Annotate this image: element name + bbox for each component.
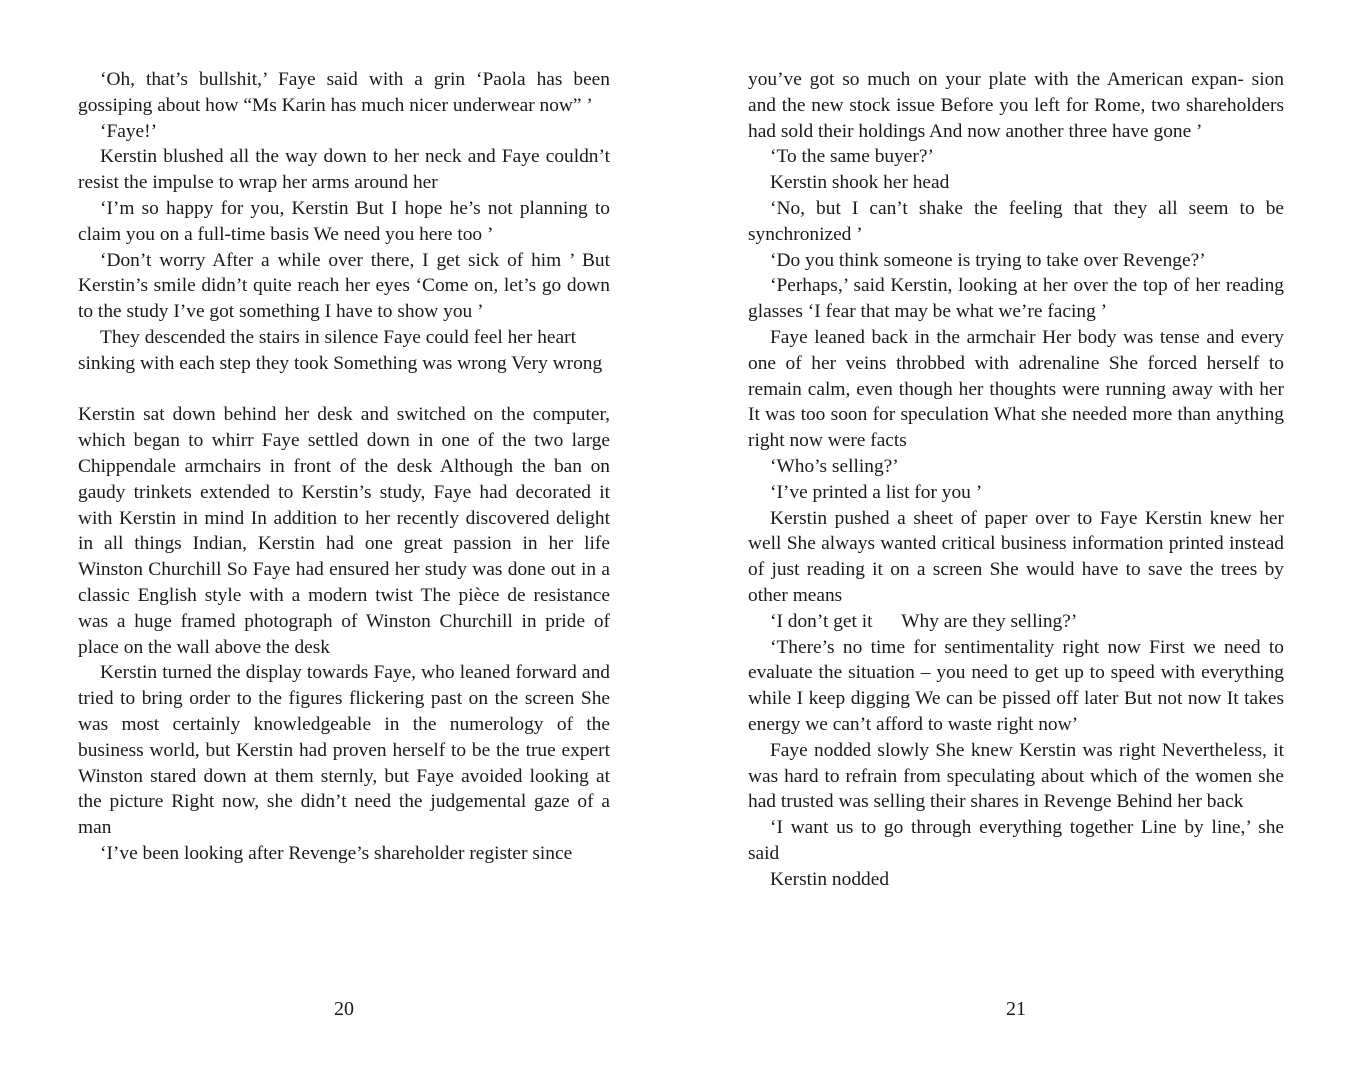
page-number: 20 — [334, 998, 354, 1020]
paragraph: ‘Do you think someone is trying to take over Revenge?’ — [770, 249, 1206, 271]
paragraph: ‘Perhaps,’ said Kerstin, looking at her over the top of her reading glasses ‘I fear that may be what we’re facing ’ — [748, 275, 1284, 323]
paragraph: you’ve got so much on your plate with the American expan- sion and the new stock issue Before you left for Rome, two shareholders had sold their holdings And now another three have gone ’ — [748, 69, 1284, 142]
right-page-text — [748, 67, 1284, 893]
page-number: 21 — [1006, 998, 1026, 1020]
paragraph: ‘I’ve printed a list for you ’ — [770, 481, 983, 503]
paragraph: ‘I’ve been looking after Revenge’s shareholder register since — [100, 842, 573, 864]
paragraph: ‘Oh, that’s bullshit,’ Faye said with a grin ‘Paola has been gossiping about how “Ms Karin has much nicer underwear now” ’ — [78, 69, 610, 116]
paragraph: Faye nodded slowly She knew Kerstin was right Nevertheless, it was hard to refrain from speculating about which of the women she had trusted was selling their shares in Revenge Behind her back — [748, 739, 1284, 813]
paragraph: Kerstin nodded — [770, 868, 890, 890]
paragraph: Kerstin pushed a sheet of paper over to Faye Kerstin knew her well She always wanted critical business information printed instead of just reading it on a screen She would have to save the trees by other means — [748, 507, 1284, 606]
left-page — [78, 0, 610, 1080]
left-page-text — [78, 67, 610, 867]
paragraph: ‘No, but I can’t shake the feeling that they all seem to be synchronized ’ — [748, 197, 1284, 245]
paragraph: Kerstin sat down behind her desk and switched on the computer, which began to whirr Faye settled down in one of the two large Chippendale armchairs in front of the desk Although the ban on gaudy trinkets extended to Kerstin’s study, Faye had decorated it with Kerstin in mind In addition to her recently discovered delight in all things Indian, Kerstin had one great passion in her life Winston Churchill So Faye had ensured her study was done out in a classic English style with a modern twist The pièce de resistance was a huge framed photograph of Winston Churchill in pride of place on the wall above the desk — [78, 404, 610, 658]
paragraph: Faye leaned back in the armchair Her body was tense and every one of her veins throbbed with adrenaline She forced herself to remain calm, even though her thoughts were running away with her It was too soon for speculation What she needed more than anything right now were facts — [748, 326, 1284, 452]
paragraph: Kerstin blushed all the way down to her neck and Faye couldn’t resist the impulse to wrap her arms around her — [78, 146, 610, 194]
paragraph: ‘I don’t get it Why are they selling?’ — [770, 610, 1078, 632]
paragraph: ‘I’m so happy for you, Kerstin But I hope he’s not planning to claim you on a full-time basis We need you here too ’ — [78, 197, 610, 245]
paragraph: Kerstin shook her head — [770, 172, 950, 194]
paragraph: Kerstin turned the display towards Faye, who leaned forward and tried to bring order to the figures flickering past on the screen She was most certainly knowledgeable in the numerology of the business world, but Kerstin had proven herself to be the true expert Winston stared down at them sternly, but Faye avoided looking at the picture Right now, she didn’t need the judgemental gaze of a man — [78, 662, 610, 839]
paragraph: ‘Who’s selling?’ — [770, 455, 899, 477]
paragraph: ‘Don’t worry After a while over there, I get sick of him ’ But Kerstin’s smile didn’t quite reach her eyes ‘Come on, let’s go down to the study I’ve got something I have to show you ’ — [78, 249, 610, 323]
paragraph: ‘To the same buyer?’ — [770, 146, 934, 168]
paragraph: They descended the stairs in silence Faye could feel her heart sinking with each step they took Something was wrong Very wrong — [78, 326, 603, 374]
right-page — [748, 0, 1284, 1080]
paragraph: ‘There’s no time for sentimentality right now First we need to evaluate the situation – you need to get up to speed with everything while I keep digging We can be pissed off later But not now It takes energy we can’t afford to waste right now’ — [748, 636, 1284, 735]
paragraph: ‘I want us to go through everything together Line by line,’ she said — [748, 817, 1284, 864]
paragraph: ‘Faye!’ — [100, 120, 158, 142]
